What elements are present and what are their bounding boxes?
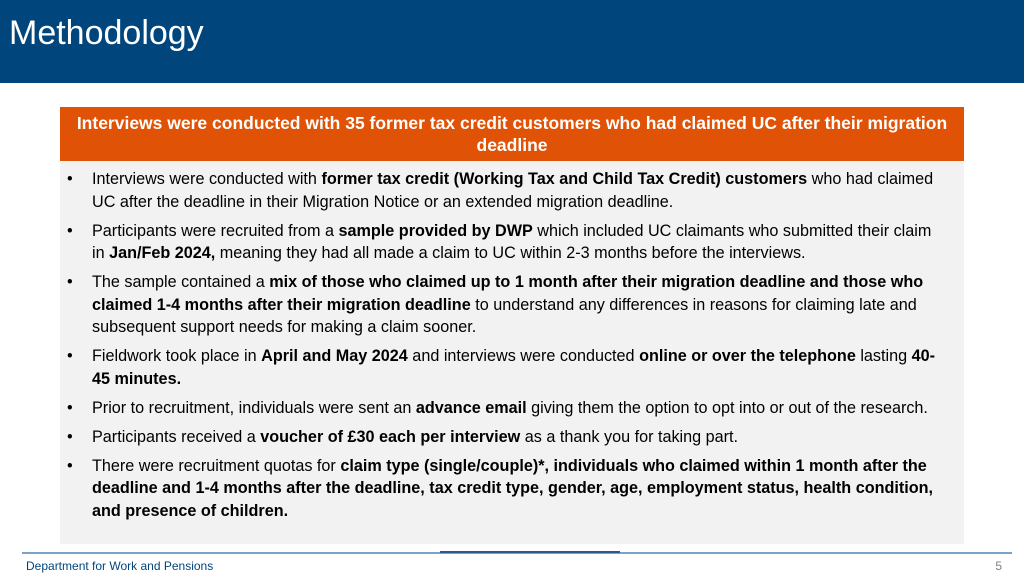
bullet-marker: • bbox=[67, 273, 73, 291]
bullet-item bbox=[67, 426, 940, 449]
bullet-item bbox=[67, 271, 940, 339]
bullet-emphasis-text: Jan/Feb 2024, bbox=[109, 244, 216, 262]
bullet-text: giving them the option to opt into or out of the research. bbox=[526, 398, 928, 417]
bullet-item bbox=[67, 345, 940, 390]
bullet-text: meaning they had all made a claim to UC within 2-3 months before the interviews. bbox=[215, 244, 806, 262]
bullet-emphasis-text: advance email bbox=[415, 398, 527, 417]
methodology-panel bbox=[60, 161, 964, 544]
footer-organisation: Department for Work and Pensions bbox=[26, 559, 214, 573]
bullet-item bbox=[67, 455, 940, 523]
bullet-marker: • bbox=[67, 427, 73, 446]
bullet-emphasis-text: online or over the telephone bbox=[639, 347, 856, 365]
bullet-item bbox=[67, 168, 940, 213]
bullet-emphasis-text: claim type (single/couple)*, individuals who claimed within 1 month after the deadline and 1-4 months after the deadline, tax credit type, gender, age, employment status, health condition, and presence of children. bbox=[92, 456, 934, 520]
bullet-marker: • bbox=[67, 398, 73, 417]
bullet-emphasis-text: mix of those who claimed up to 1 month after their migration deadline and those who claimed 1-4 months after their migration deadline bbox=[92, 273, 924, 314]
bullet-text: Prior to recruitment, individuals were sent an bbox=[92, 398, 416, 417]
bullet-item bbox=[67, 220, 940, 265]
bullet-text: and interviews were conducted bbox=[407, 347, 640, 365]
bullet-marker: • bbox=[67, 170, 73, 188]
slide-title: Methodology bbox=[9, 14, 204, 52]
bullet-text: lasting bbox=[855, 347, 912, 365]
bullet-text: Participants were recruited from a bbox=[92, 221, 339, 240]
bullet-text: Fieldwork took place in bbox=[92, 347, 262, 365]
bullet-emphasis-text: former tax credit (Working Tax and Child Tax Credit) customers bbox=[321, 170, 808, 188]
bullet-emphasis-text: sample provided by DWP bbox=[338, 221, 533, 240]
bullet-list bbox=[67, 168, 940, 522]
footer-divider-accent bbox=[440, 551, 620, 553]
bullet-emphasis-text: voucher of £30 each per interview bbox=[260, 427, 521, 446]
bullet-text: Interviews were conducted with bbox=[92, 170, 322, 188]
bullet-text: There were recruitment quotas for bbox=[92, 456, 341, 475]
bullet-text: Participants received a bbox=[92, 427, 261, 446]
bullet-item bbox=[67, 397, 940, 420]
title-bar bbox=[0, 0, 1024, 83]
page-number: 5 bbox=[995, 559, 1002, 573]
bullet-emphasis-text: April and May 2024 bbox=[261, 347, 408, 365]
bullet-marker: • bbox=[67, 347, 73, 365]
bullet-text: The sample contained a bbox=[92, 273, 270, 291]
bullet-text: to understand any differences in reasons for claiming late and subsequent support needs for making a claim sooner. bbox=[92, 295, 917, 336]
bullet-text: as a thank you for taking part. bbox=[520, 427, 739, 446]
bullet-text: who had claimed UC after the deadline in their Migration Notice or an extended migration deadline. bbox=[92, 170, 934, 211]
bullet-marker: • bbox=[67, 221, 73, 240]
summary-banner: Interviews were conducted with 35 former tax credit customers who had claimed UC after their migration deadline bbox=[60, 107, 964, 161]
bullet-text: which included UC claimants who submitted their claim in bbox=[92, 221, 932, 262]
bullet-emphasis-text: 40-45 minutes. bbox=[92, 347, 936, 388]
bullet-marker: • bbox=[67, 456, 73, 475]
